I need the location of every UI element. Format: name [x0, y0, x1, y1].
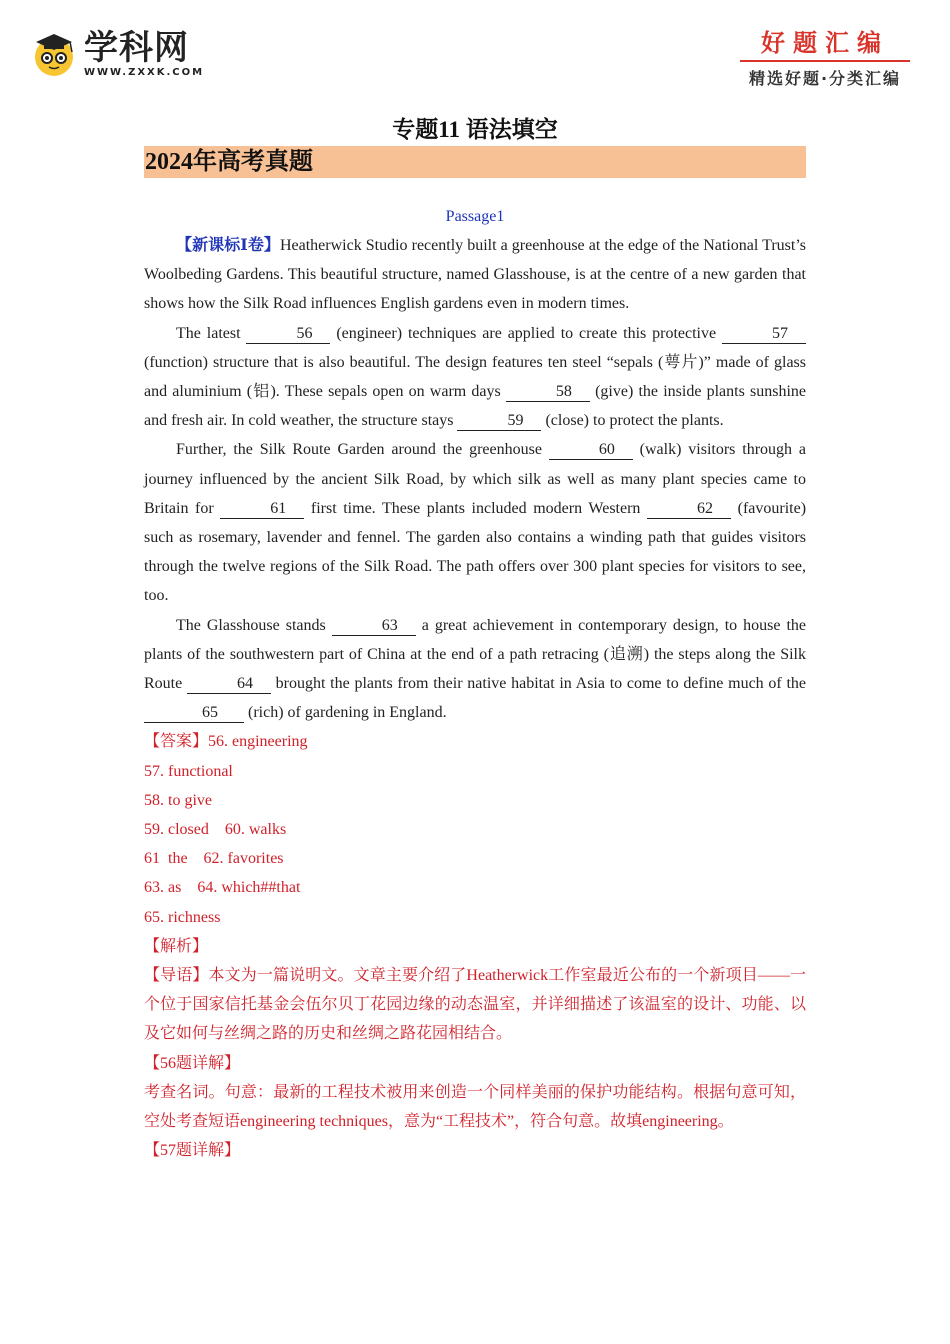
source-tag: 【新课标Ⅰ卷】 [176, 237, 280, 254]
blank-60: 60 [549, 441, 633, 460]
logo-divider [740, 60, 910, 62]
answer-line: 【答案】56. engineering [144, 733, 308, 751]
zxxk-logo[interactable] [30, 30, 204, 78]
section-heading: 2024年高考真题 [144, 146, 806, 178]
answer-line: 59. closed 60. walks [144, 821, 287, 839]
blank-62: 62 [647, 500, 731, 519]
passage-label: Passage1 [445, 208, 505, 225]
guide-paragraph: 【导语】本文为一篇说明文。文章主要介绍了Heatherwick工作室最近公布的一个新项目——一个位于国家信托基金会伍尔贝丁花园边缘的动态温室，并详细描述了该温室的设计、功能、以及它如何与丝绸之路的历史和丝绸之路花园相结合。 [144, 967, 806, 1043]
answer-line: 57. functional [144, 762, 233, 780]
blank-63: 63 [332, 617, 416, 636]
page-title: 专题11 语法填空 [392, 117, 558, 142]
answer-line: 61 the 62. favorites [144, 850, 284, 868]
page-header [0, 0, 950, 110]
document-body [144, 114, 806, 1166]
blank-65: 65 [144, 704, 244, 723]
answer-line: 65. richness [144, 908, 221, 926]
q57-heading: 【57题详解】 [144, 1142, 241, 1160]
logo-title: 学科网 [84, 28, 189, 68]
blank-57: 57 [722, 325, 806, 344]
passage-paragraph-3: Further, the Silk Route Garden around the greenhouse 60 (walk) visitors through a journey influenced by the ancient Silk Road, by which silk as well as many plant species came to Britain for 61 first time. These plants included modern Western 62 (favourite) such as rosemary, lavender and fennel. The garden also contains a winding path that guides visitors through the twelve regions of the Silk Road. The path offers over 300 plant species for visitors to see, too. [144, 441, 807, 605]
blank-61: 61 [220, 500, 304, 519]
blank-59: 59 [457, 412, 541, 431]
answer-line: 63. as 64. which##that [144, 879, 301, 897]
answer-line: 58. to give [144, 791, 212, 809]
haoti-logo-title: 好题汇编 [761, 29, 889, 57]
passage-paragraph-1: 【新课标Ⅰ卷】Heatherwick Studio recently built a greenhouse at the edge of the National Trust’s Woolbeding Gardens. This beautiful structure, named Glasshouse, is at the centre of a new garden that shows how the Silk Road influences English gardens even in modern times. [144, 237, 806, 313]
passage-paragraph-4: The Glasshouse stands 63 a great achievement in contemporary design, to house the plants of the southwestern part of China at the end of a path retracing (追溯) the steps along the Silk Route 64 brought the plants from their native habitat in Asia to come to define much of the 65 (rich) of gardening in England. [144, 616, 807, 722]
q56-explanation: 考查名词。句意：最新的工程技术被用来创造一个同样美丽的保护功能结构。根据句意可知，空处考查短语engineering techniques，意为“工程技术”，符合句意。故填engineering。 [144, 1083, 806, 1131]
scholar-face-icon [30, 30, 78, 78]
q56-heading: 【56题详解】 [144, 1054, 241, 1072]
passage-paragraph-2: The latest 56 (engineer) techniques are applied to create this protective 57 (function) structure that is also beautiful. The design features ten steel “sepals (萼片)” made of glass and aluminium (铝). These sepals open on warm days 58 (give) the inside plants sunshine and fresh air. In cold weather, the structure stays 59 (close) to protect the plants. [144, 324, 806, 430]
blank-58: 58 [506, 383, 590, 402]
analysis-heading: 【解析】 [144, 937, 209, 955]
haoti-logo-subtitle: 精选好题·分类汇编 [748, 69, 902, 88]
blank-56: 56 [246, 325, 330, 344]
blank-64: 64 [187, 675, 271, 694]
logo-url: WWW.ZXXK.COM [84, 67, 205, 78]
haoti-logo [740, 28, 910, 89]
answer-block [144, 727, 806, 931]
